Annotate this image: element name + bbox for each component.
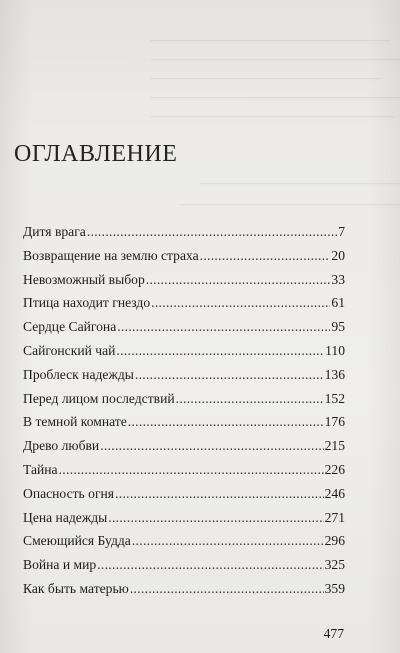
toc-entry (23, 579, 345, 603)
toc-entry-page: 271 (324, 509, 345, 525)
toc-entry-page: 296 (324, 533, 345, 549)
toc-entry-page: 110 (325, 342, 345, 358)
toc-entry-title: В темной комнате (23, 414, 127, 430)
toc-entry (23, 341, 345, 365)
dot-leader (117, 317, 330, 337)
toc-entry (23, 412, 345, 436)
toc-entry-title: Война и мир (23, 557, 97, 573)
toc-entry-title: Невозможный выбор (23, 271, 145, 287)
toc-entry-title: Как быть матерью (23, 580, 129, 596)
dot-leader (128, 412, 324, 432)
dot-leader (135, 365, 324, 385)
toc-entry-page: 325 (324, 557, 345, 573)
toc-entry (23, 389, 345, 413)
toc-entry (23, 293, 345, 317)
dot-leader (97, 555, 323, 575)
toc-entry-title: Проблеск надежды (23, 366, 134, 382)
toc-entry-page: 152 (324, 390, 345, 406)
toc-entry-title: Смеющийся Будда (23, 533, 131, 549)
toc-entry (23, 246, 345, 270)
toc-entry (23, 270, 345, 294)
toc-entry-page: 61 (331, 295, 345, 311)
toc-entry (23, 365, 345, 389)
table-of-contents (23, 222, 345, 603)
toc-entry (23, 531, 345, 555)
toc-entry-page: 215 (324, 438, 345, 454)
toc-entry (23, 460, 345, 484)
toc-entry-page: 20 (331, 247, 345, 263)
toc-entry-page: 95 (331, 319, 345, 335)
toc-entry-page: 176 (324, 414, 345, 430)
toc-entry (23, 555, 345, 579)
dot-leader (100, 436, 323, 456)
toc-entry-title: Сердце Сайгона (23, 319, 117, 335)
dot-leader (116, 341, 324, 361)
dot-leader (87, 222, 337, 242)
dot-leader (151, 293, 330, 313)
toc-entry-page: 246 (324, 485, 345, 501)
dot-leader (176, 389, 324, 409)
toc-entry (23, 508, 345, 532)
dot-leader (108, 508, 323, 528)
toc-entry-page: 136 (324, 366, 345, 382)
toc-entry (23, 484, 345, 508)
dot-leader (115, 484, 324, 504)
toc-entry-title: Дитя врага (23, 224, 86, 239)
toc-entry-title: Цена надежды (23, 509, 108, 525)
dot-leader (59, 460, 324, 480)
toc-entry-page: 7 (338, 224, 345, 239)
toc-entry-title: Сайгонский чай (23, 342, 116, 358)
page-number: 477 (323, 626, 344, 641)
dot-leader (132, 531, 324, 551)
dot-leader (200, 246, 331, 266)
dot-leader (146, 270, 331, 290)
toc-entry-page: 226 (324, 461, 345, 477)
toc-entry-title: Перед лицом последствий (23, 390, 175, 406)
toc-entry (23, 436, 345, 460)
toc-entry-title: Тайна (23, 461, 58, 477)
page-title: ОГЛАВЛЕНИЕ (14, 141, 178, 167)
toc-entry-title: Опасность огня (23, 485, 115, 501)
toc-entry-title: Древо любви (23, 438, 100, 454)
toc-entry-title: Возвращение на землю страха (23, 247, 199, 263)
toc-entry-page: 359 (324, 580, 345, 596)
toc-entry (23, 222, 345, 246)
toc-entry (23, 317, 345, 341)
toc-entry-title: Птица находит гнездо (23, 295, 151, 311)
dot-leader (130, 579, 324, 599)
toc-entry-page: 33 (331, 271, 345, 287)
